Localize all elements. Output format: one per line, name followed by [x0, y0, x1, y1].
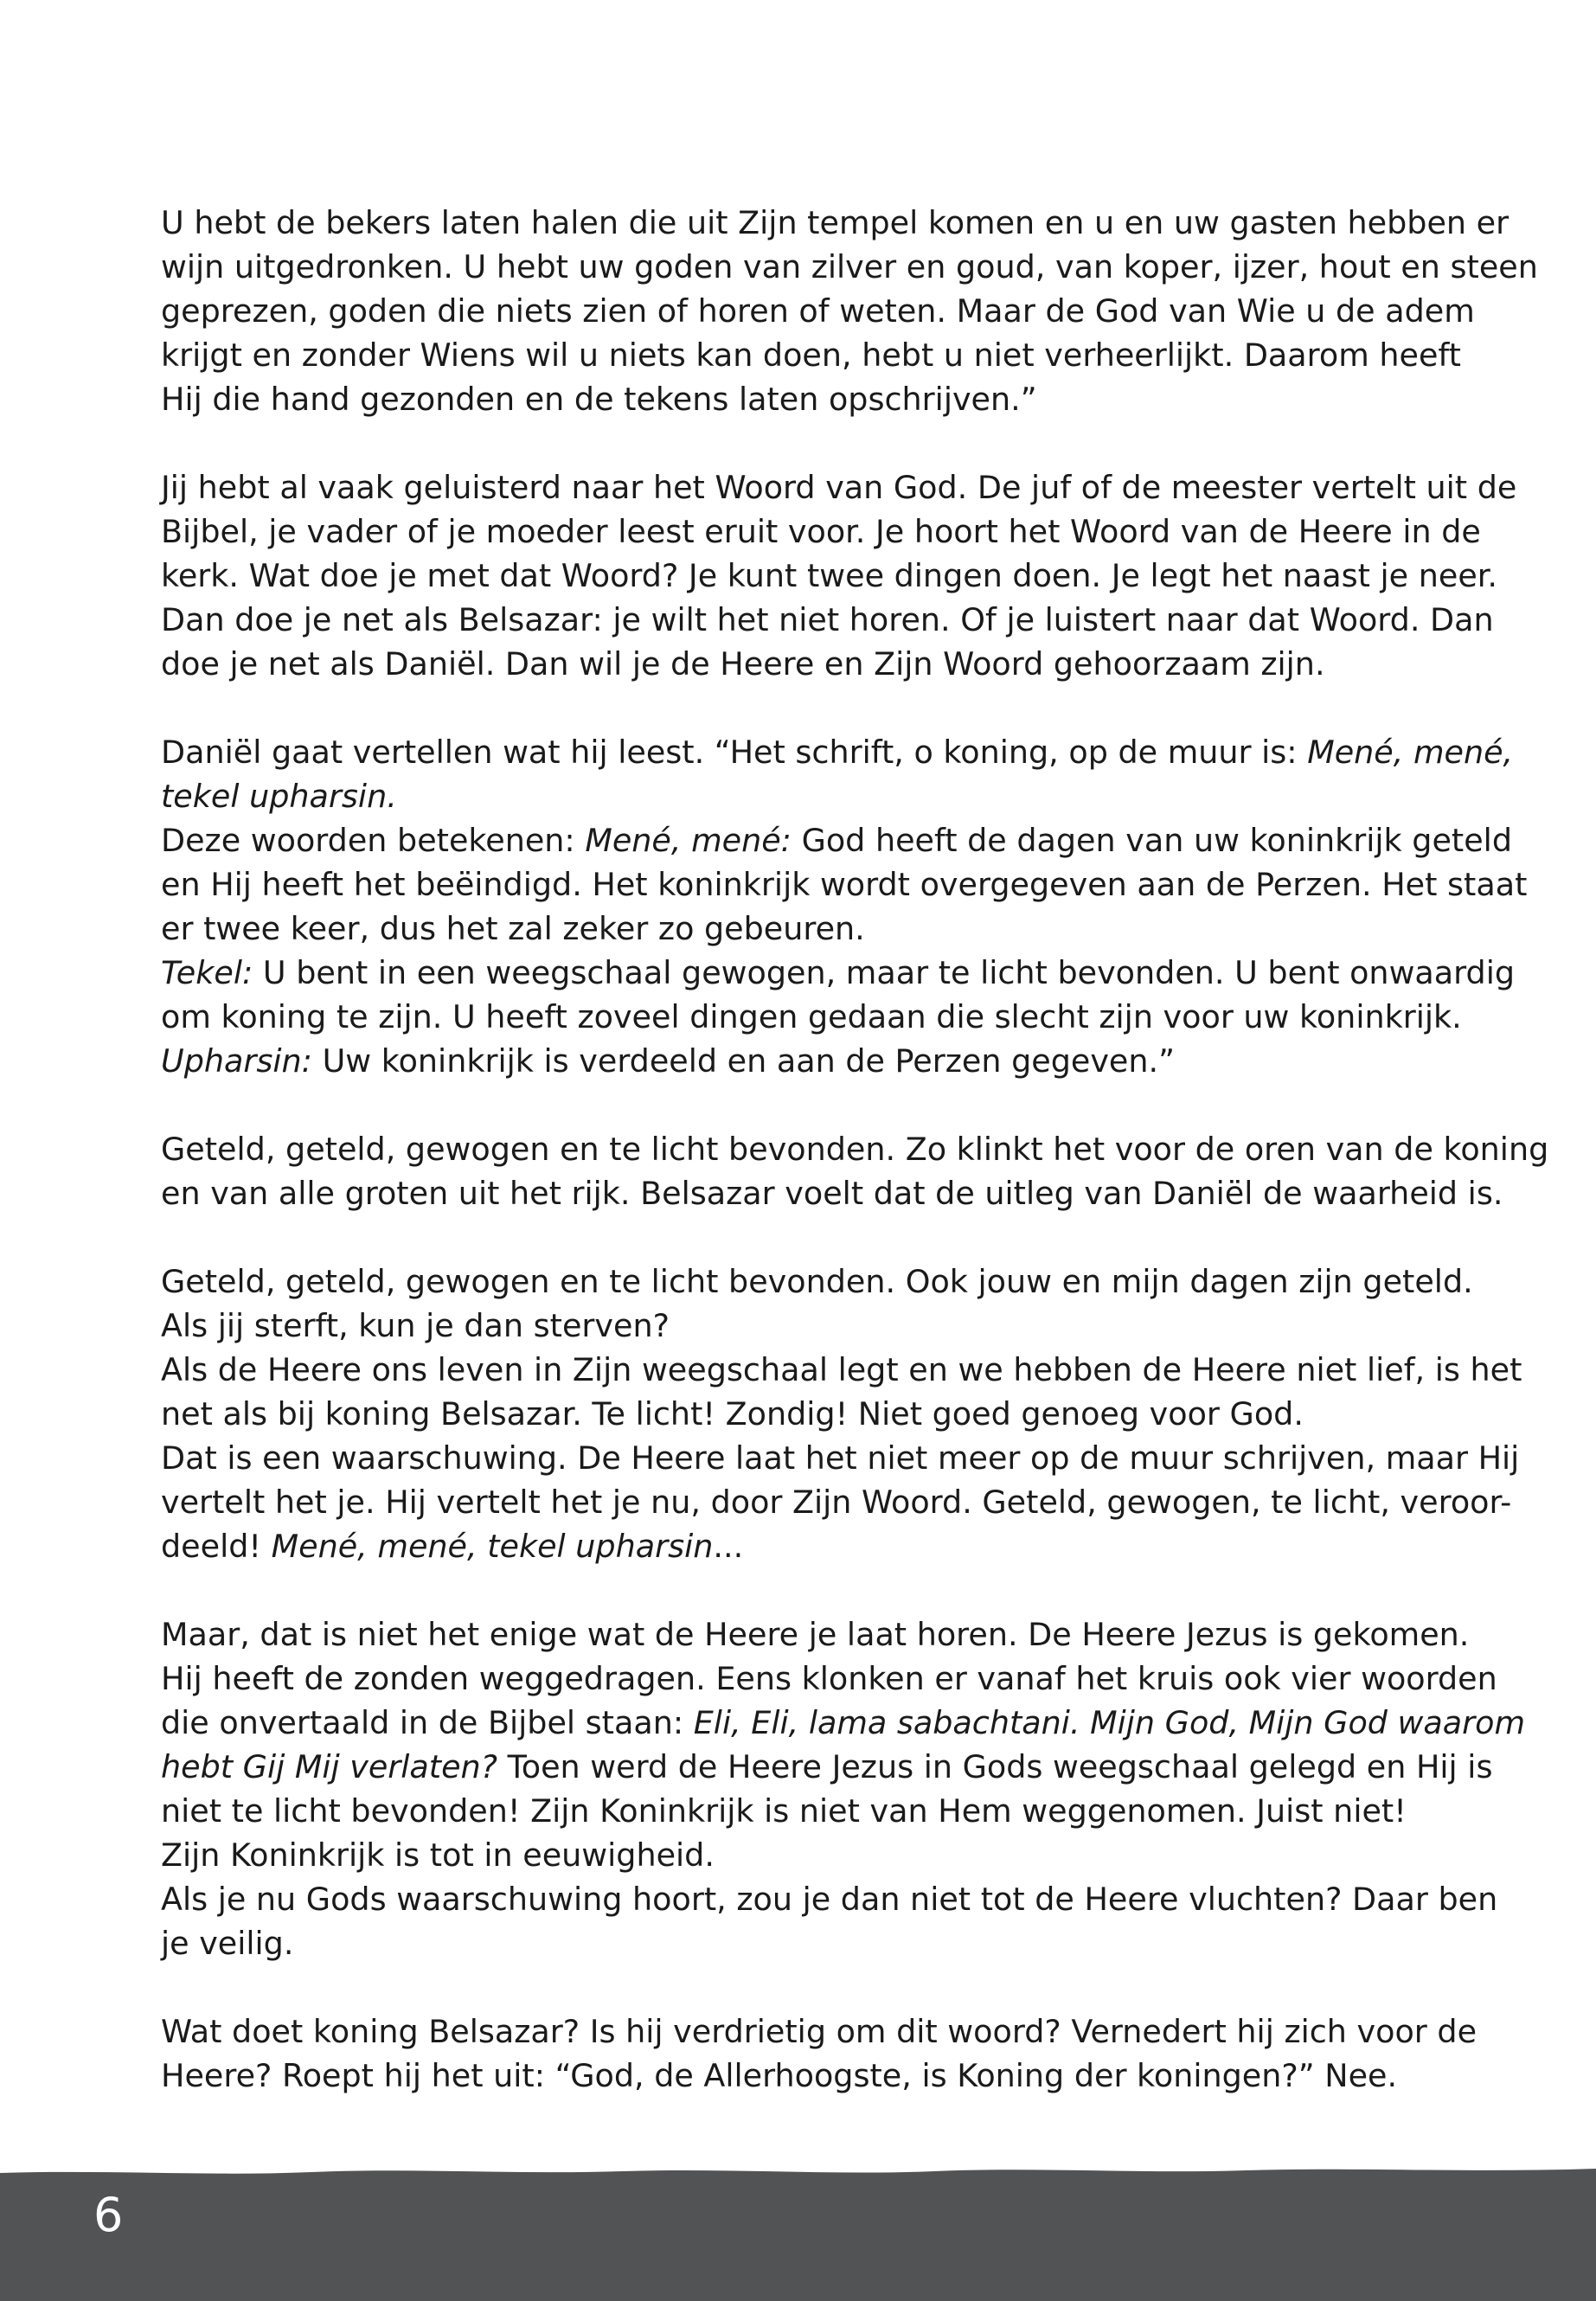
footer-band — [0, 2161, 1596, 2301]
text-segment: Geteld, geteld, gewogen en te licht bevonden. Ook jouw en mijn dagen zijn geteld. — [161, 1263, 1473, 1300]
text-line — [161, 377, 1441, 421]
text-segment: U hebt de bekers laten halen die uit Zijn tempel komen en u en uw gasten hebben er — [161, 204, 1509, 241]
text-segment: Zijn Koninkrijk is tot in eeuwigheid. — [161, 1836, 715, 1874]
text-segment: Maar, dat is niet het enige wat de Heere je laat horen. De Heere Jezus is gekomen. — [161, 1616, 1470, 1653]
text-line — [161, 554, 1498, 598]
text-line — [161, 510, 1481, 554]
text-segment: en van alle groten uit het rijk. Belsazar voelt dat de uitleg van Daniël de waarheid is. — [161, 1175, 1503, 1212]
text-line — [161, 245, 1538, 289]
text-line — [161, 1259, 1473, 1304]
text-segment: krijgt en zonder Wiens wil u niets kan doen, hebt u niet verheerlijkt. Daarom heeft — [161, 336, 1461, 374]
text-segment: Als jij sterft, kun je dan sterven? — [161, 1307, 670, 1344]
paragraph — [161, 730, 1528, 1083]
text-line — [161, 1304, 1441, 1348]
text-line — [161, 1833, 1441, 1877]
text-segment: Dan doe je net als Belsazar: je wilt het niet horen. Of je luistert naar dat Woord. Dan — [161, 601, 1494, 638]
text-segment: Hij die hand gezonden en de tekens laten opschrijven.” — [161, 381, 1037, 418]
text-segment: Geteld, geteld, gewogen en te licht bevonden. Zo klinkt het voor de oren van de koning — [161, 1131, 1549, 1168]
text-segment: ... — [713, 1528, 744, 1565]
text-line — [161, 1612, 1470, 1657]
text-segment: om koning te zijn. U heeft zoveel dingen gedaan die slecht zijn voor uw koninkrijk. — [161, 998, 1462, 1035]
italic-text-segment: Tekel: — [161, 954, 253, 991]
italic-text-segment: Mené, mené, — [1307, 734, 1514, 771]
text-line — [161, 1480, 1512, 1524]
paragraph — [161, 201, 1538, 421]
text-segment: Dat is een waarschuwing. De Heere laat het niet meer op de muur schrijven, maar Hij — [161, 1439, 1520, 1477]
text-line — [161, 818, 1512, 862]
italic-text-segment: hebt Gij Mij verlaten? — [161, 1748, 498, 1785]
text-segment: Als je nu Gods waarschuwing hoort, zou je dan niet tot de Heere vluchten? Daar ben — [161, 1881, 1498, 1918]
italic-text-segment: Mené, mené: — [585, 822, 792, 859]
footer-wave-shape — [0, 2169, 1596, 2301]
text-line — [161, 1127, 1549, 1171]
text-line — [161, 642, 1441, 686]
text-segment: kerk. Wat doe je met dat Woord? Je kunt twee dingen doen. Je legt het naast je neer. — [161, 557, 1498, 594]
italic-text-segment: Mené, mené, tekel upharsin — [271, 1528, 714, 1565]
text-segment: en Hij heeft het beëindigd. Het koninkrijk wordt overgegeven aan de Perzen. Het staat — [161, 866, 1528, 903]
text-line — [161, 1657, 1497, 1701]
italic-text-segment: tekel upharsin. — [161, 778, 397, 815]
text-segment: Toen werd de Heere Jezus in Gods weegschaal gelegd en Hij is — [497, 1748, 1493, 1785]
text-line — [161, 1921, 1441, 1965]
text-segment: geprezen, goden die niets zien of horen of weten. Maar de God van Wie u de adem — [161, 292, 1475, 330]
paragraph — [161, 1612, 1526, 1965]
italic-text-segment: Upharsin: — [161, 1042, 312, 1080]
italic-text-segment: Eli, Eli, lama sabachtani. Mijn God, Mijn God waarom — [693, 1704, 1526, 1741]
paragraph — [161, 1127, 1549, 1215]
text-line — [161, 1392, 1441, 1436]
text-line — [161, 598, 1494, 642]
text-line — [161, 1877, 1498, 1921]
text-segment: Uw koninkrijk is verdeeld en aan de Perzen gegeven.” — [311, 1042, 1176, 1080]
text-segment: vertelt het je. Hij vertelt het je nu, door Zijn Woord. Geteld, gewogen, te licht, veroor- — [161, 1484, 1512, 1521]
text-segment: God heeft de dagen van uw koninkrijk geteld — [791, 822, 1512, 859]
text-line — [161, 1789, 1441, 1833]
text-line — [161, 1171, 1503, 1215]
text-line — [161, 862, 1528, 907]
paragraph — [161, 465, 1517, 686]
text-segment: Heere? Roept hij het uit: “God, de Allerhoogste, is Koning der koningen?” Nee. — [161, 2057, 1398, 2094]
text-line — [161, 465, 1517, 510]
text-segment: net als bij koning Belsazar. Te licht! Zondig! Niet goed genoeg voor God. — [161, 1395, 1304, 1433]
text-segment: er twee keer, dus het zal zeker zo gebeuren. — [161, 910, 865, 947]
text-segment: Als de Heere ons leven in Zijn weegschaal legt en we hebben de Heere niet lief, is het — [161, 1351, 1522, 1388]
text-segment: doe je net als Daniël. Dan wil je de Heere en Zijn Woord gehoorzaam zijn. — [161, 645, 1325, 683]
page-number: 6 — [93, 2188, 124, 2242]
paragraph — [161, 1259, 1522, 1568]
text-segment: die onvertaald in de Bijbel staan: — [161, 1704, 694, 1741]
text-segment: Deze woorden betekenen: — [161, 822, 586, 859]
text-line — [161, 333, 1461, 377]
text-line — [161, 995, 1462, 1039]
text-segment: Wat doet koning Belsazar? Is hij verdrietig om dit woord? Vernedert hij zich voor de — [161, 2013, 1477, 2050]
body-text — [161, 201, 1549, 2098]
text-segment: deeld! — [161, 1528, 272, 1565]
paragraph — [161, 2009, 1477, 2098]
text-line — [161, 907, 1441, 951]
text-line — [161, 1436, 1520, 1480]
text-line — [161, 201, 1509, 245]
text-segment: wijn uitgedronken. U hebt uw goden van zilver en goud, van koper, ijzer, hout en steen — [161, 248, 1538, 285]
text-line — [161, 1745, 1493, 1789]
text-line — [161, 289, 1475, 333]
text-line — [161, 730, 1514, 774]
text-line — [161, 1039, 1441, 1083]
text-segment: niet te licht bevonden! Zijn Koninkrijk is niet van Hem weggenomen. Juist niet! — [161, 1792, 1407, 1830]
text-segment: Daniël gaat vertellen wat hij leest. “Het schrift, o koning, op de muur is: — [161, 734, 1308, 771]
text-segment: U bent in een weegschaal gewogen, maar te licht bevonden. U bent onwaardig — [253, 954, 1515, 991]
text-segment: Jij hebt al vaak geluisterd naar het Woord van God. De juf of de meester vertelt uit de — [161, 469, 1517, 506]
text-segment: je veilig. — [161, 1925, 294, 1962]
text-line — [161, 2054, 1441, 2098]
text-line — [161, 2009, 1477, 2054]
text-line — [161, 1348, 1522, 1392]
text-segment: Hij heeft de zonden weggedragen. Eens klonken er vanaf het kruis ook vier woorden — [161, 1660, 1497, 1697]
text-line — [161, 1701, 1526, 1745]
text-segment: Bijbel, je vader of je moeder leest eruit voor. Je hoort het Woord van de Heere in de — [161, 513, 1481, 550]
text-line — [161, 774, 1441, 818]
text-line — [161, 1524, 1441, 1568]
text-line — [161, 951, 1515, 995]
